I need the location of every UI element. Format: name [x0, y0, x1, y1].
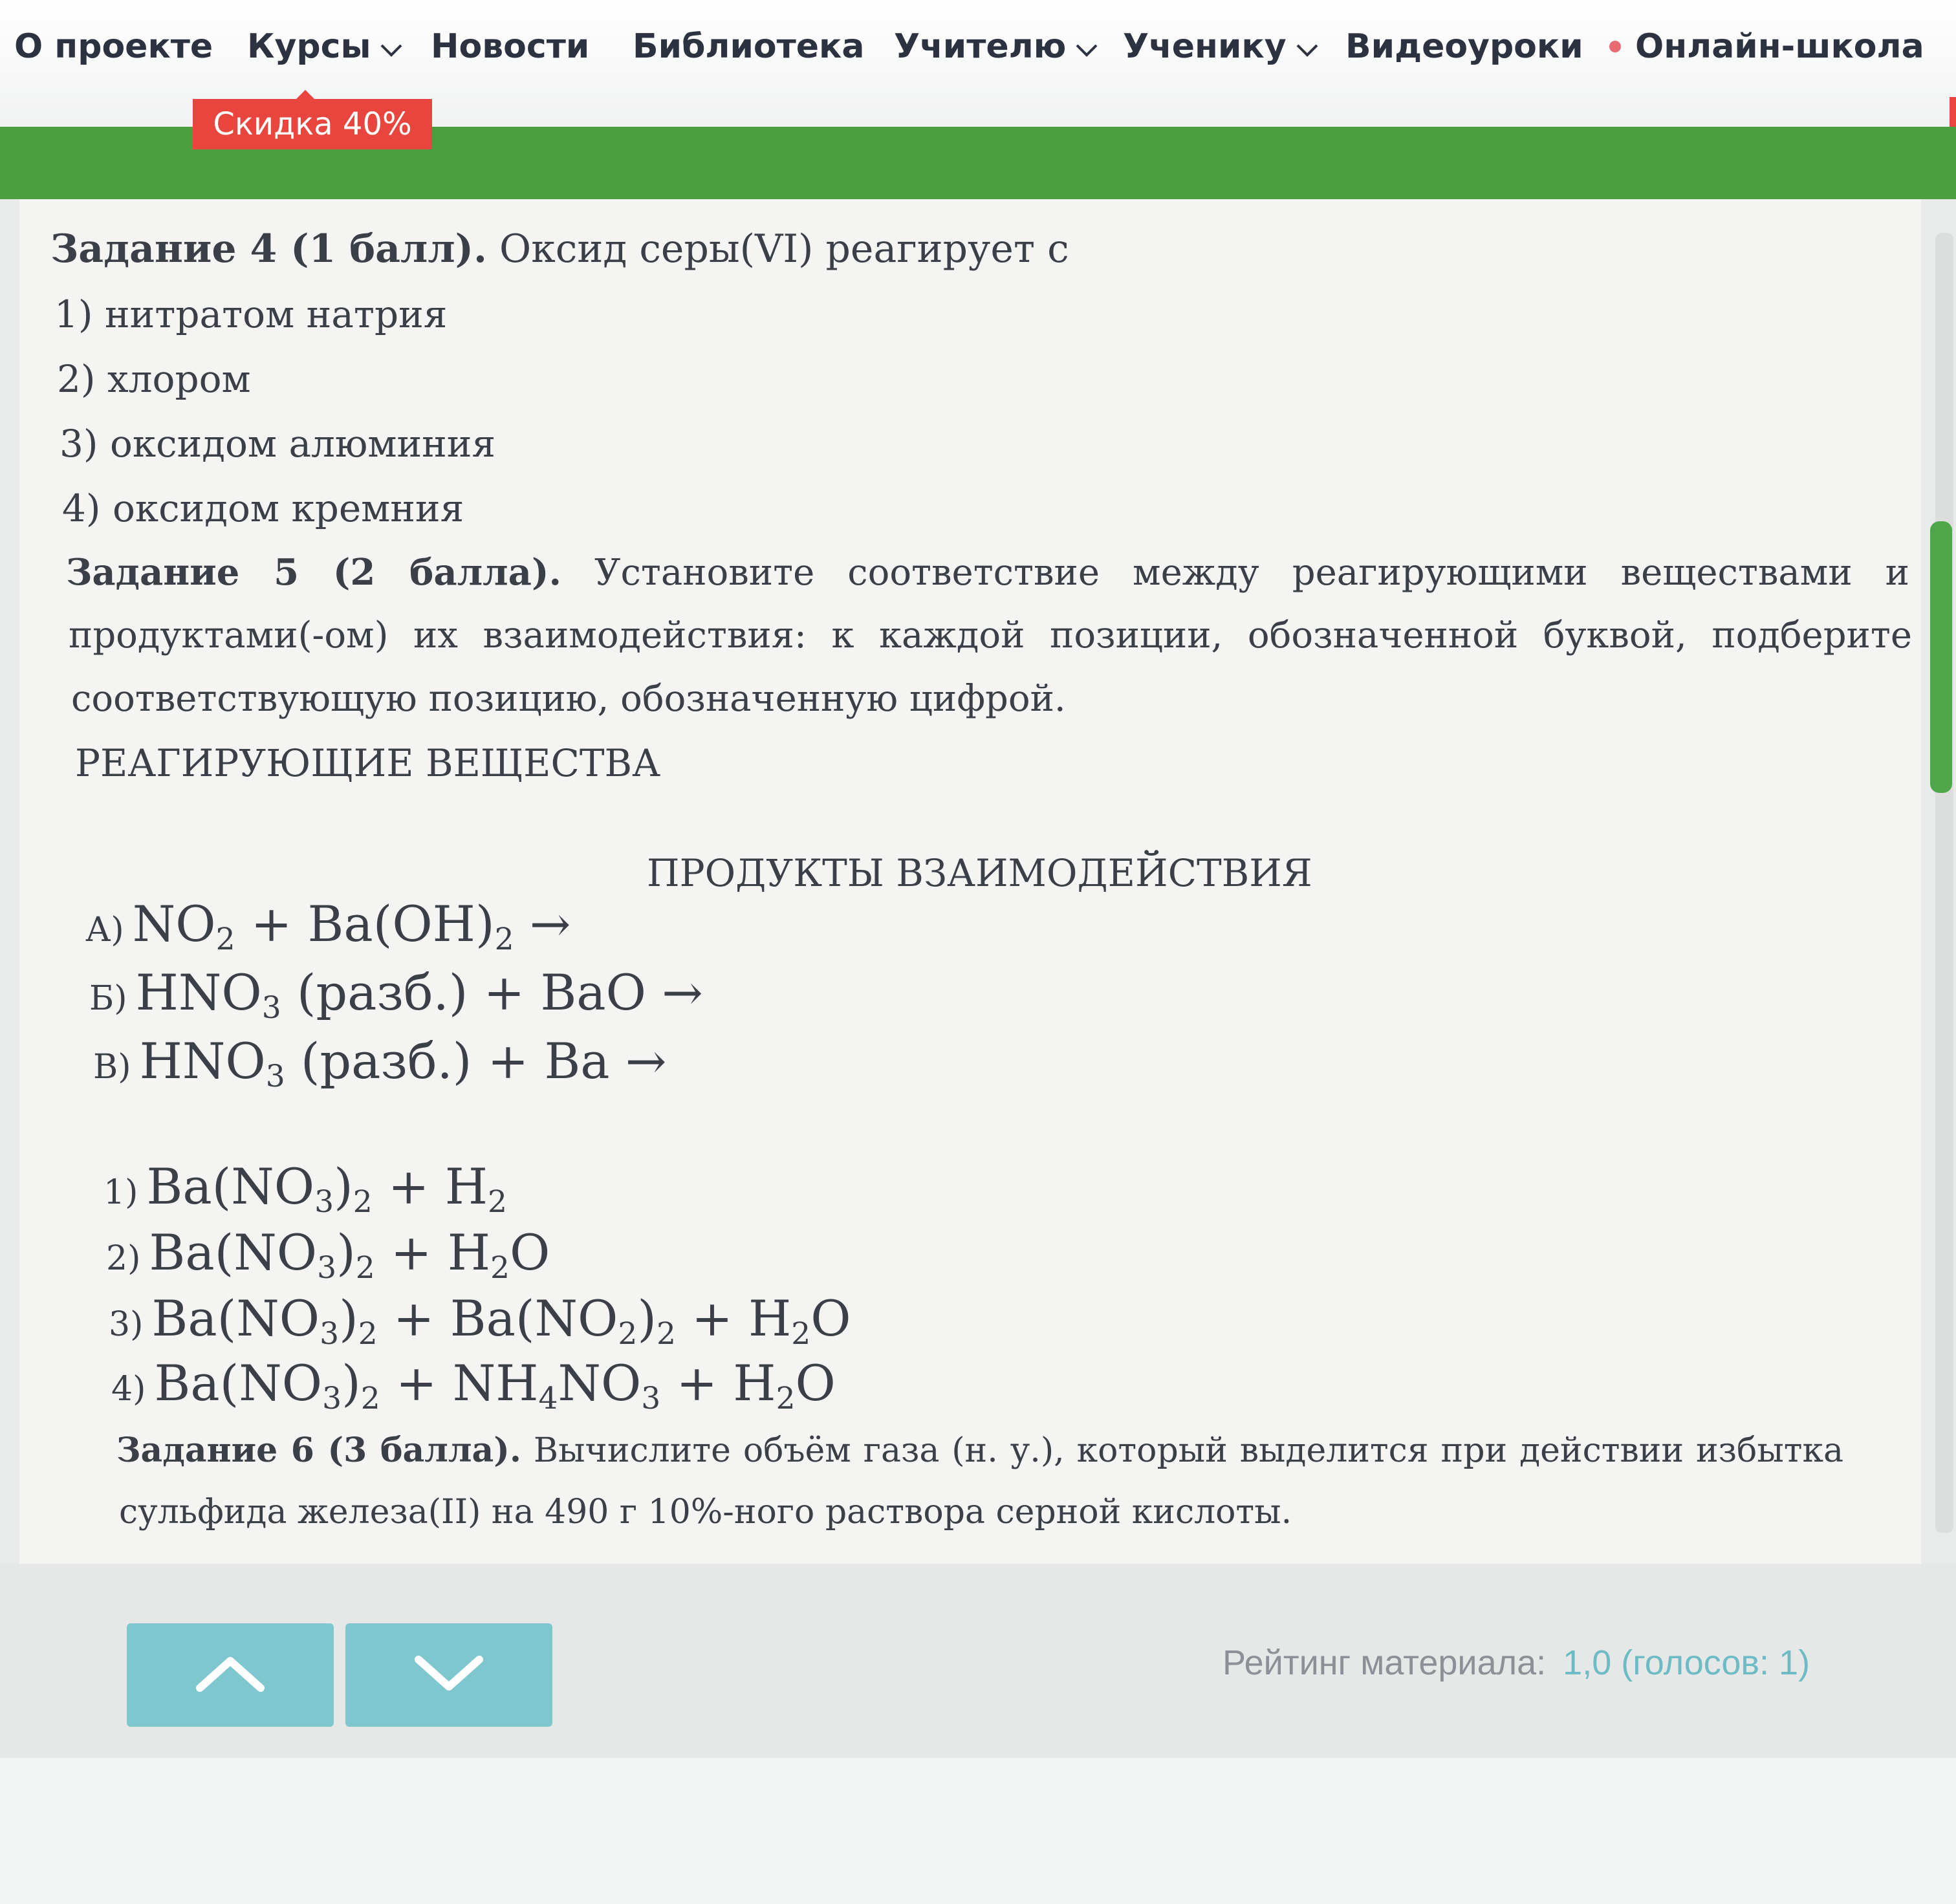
- product-2: [106, 1224, 550, 1286]
- products-header: ПРОДУКТЫ ВЗАИМОДЕЙСТВИЯ: [647, 851, 1312, 895]
- nav-label: Онлайн-школа: [1635, 27, 1924, 66]
- nav-label: Учителю: [894, 27, 1067, 66]
- product-4: [111, 1354, 836, 1416]
- reactant-label: В): [93, 1048, 131, 1087]
- task6-title: Задание 6 (3 балла).: [116, 1431, 521, 1470]
- task4-option: 2) хлором: [57, 357, 251, 401]
- task6-line-2: сульфида железа(II) на 490 г 10%-ного раствора серной кислоты.: [119, 1493, 1292, 1531]
- task4-heading: [50, 226, 1069, 272]
- rating-label: Рейтинг материала:: [1222, 1643, 1547, 1682]
- product-label: 2): [106, 1239, 141, 1278]
- chevron-down-icon: [1075, 27, 1098, 66]
- nav-item-library[interactable]: [633, 27, 864, 66]
- product-formula: $Ba(NO_3)_2 + H_2O$: [149, 1224, 550, 1286]
- task5-line-2: продуктами(-ом) их взаимодействия: к каждой позиции, обозначенной буквой, подберите: [69, 614, 1912, 656]
- task5-text: Установите соответствие между реагирующими веществами и: [594, 552, 1910, 594]
- chevron-down-icon: [413, 1654, 484, 1696]
- task6-text: Вычислите объём газа (н. у.), который выделится при действии избытка: [533, 1431, 1843, 1470]
- footer-area: [0, 1758, 1956, 1904]
- nav-item-online-school[interactable]: [1609, 27, 1924, 66]
- nav-item-video-lessons[interactable]: [1345, 27, 1583, 66]
- nav-label: Курсы: [247, 27, 371, 66]
- reactant-formula: $HNO_3$ (разб.) + BaO →: [135, 964, 703, 1026]
- nav-label: О проекте: [14, 27, 213, 66]
- nav-label: Библиотека: [633, 27, 865, 66]
- scrollbar-track[interactable]: [1935, 233, 1953, 1533]
- product-label: 3): [109, 1305, 144, 1344]
- chevron-up-icon: [195, 1654, 266, 1696]
- task4-option: 1) нитратом натрия: [54, 292, 448, 336]
- task4-option: 3) оксидом алюминия: [60, 422, 496, 466]
- rating-value: 1,0 (голосов: 1): [1563, 1643, 1810, 1682]
- reactant-formula: $NO_2 + Ba(OH)_2$ →: [132, 895, 571, 958]
- chevron-down-icon: [1296, 27, 1319, 66]
- product-formula: $Ba(NO_3)_2 + Ba(NO_2)_2 + H_2O$: [151, 1290, 851, 1352]
- product-3: [109, 1290, 851, 1352]
- vote-up-button[interactable]: [127, 1623, 334, 1727]
- chevron-down-icon: [380, 27, 403, 66]
- nav-label: Ученику: [1123, 27, 1287, 66]
- nav-label: Видеоуроки: [1345, 27, 1583, 66]
- task4-option: 4) оксидом кремния: [62, 486, 464, 530]
- product-label: 1): [103, 1173, 138, 1212]
- task4-question: Оксид серы(VI) реагирует с: [499, 226, 1069, 272]
- reactant-formula: $HNO_3$ (разб.) + Ba →: [139, 1032, 667, 1095]
- nav-item-courses[interactable]: [247, 27, 403, 66]
- product-formula: $Ba(NO_3)_2 + NH_4NO_3 + H_2O$: [154, 1354, 836, 1417]
- dot-icon: [1609, 41, 1621, 52]
- nav-item-news[interactable]: [431, 27, 589, 66]
- reactant-label: А): [85, 911, 124, 949]
- nav-item-about[interactable]: [14, 27, 213, 66]
- nav-item-student[interactable]: [1123, 27, 1319, 66]
- nav-label: Новости: [431, 27, 590, 66]
- product-label: 4): [111, 1370, 146, 1409]
- nav-item-teacher[interactable]: [894, 27, 1098, 66]
- sale-badge[interactable]: Скидка 40%: [193, 99, 432, 149]
- reactant-b: [89, 964, 703, 1026]
- scrollbar-thumb[interactable]: [1930, 521, 1952, 793]
- reactants-header: РЕАГИРУЮЩИЕ ВЕЩЕСТВА: [75, 741, 661, 785]
- product-1: [103, 1158, 507, 1220]
- task5-line-1: [66, 551, 1909, 594]
- task5-line-3: соответствующую позицию, обозначенную цифрой.: [71, 678, 1066, 720]
- task5-title: Задание 5 (2 балла).: [66, 551, 561, 594]
- vote-down-button[interactable]: [345, 1623, 552, 1727]
- nav-edge-marker: [1950, 97, 1956, 127]
- reactant-a: [85, 895, 570, 957]
- task4-title: Задание 4 (1 балл).: [50, 226, 487, 272]
- task6-line-1: [116, 1431, 1843, 1470]
- material-rating: [1222, 1643, 1810, 1683]
- reactant-label: Б): [89, 979, 127, 1018]
- reactant-v: [93, 1032, 666, 1094]
- product-formula: $Ba(NO_3)_2 + H_2$: [146, 1158, 507, 1220]
